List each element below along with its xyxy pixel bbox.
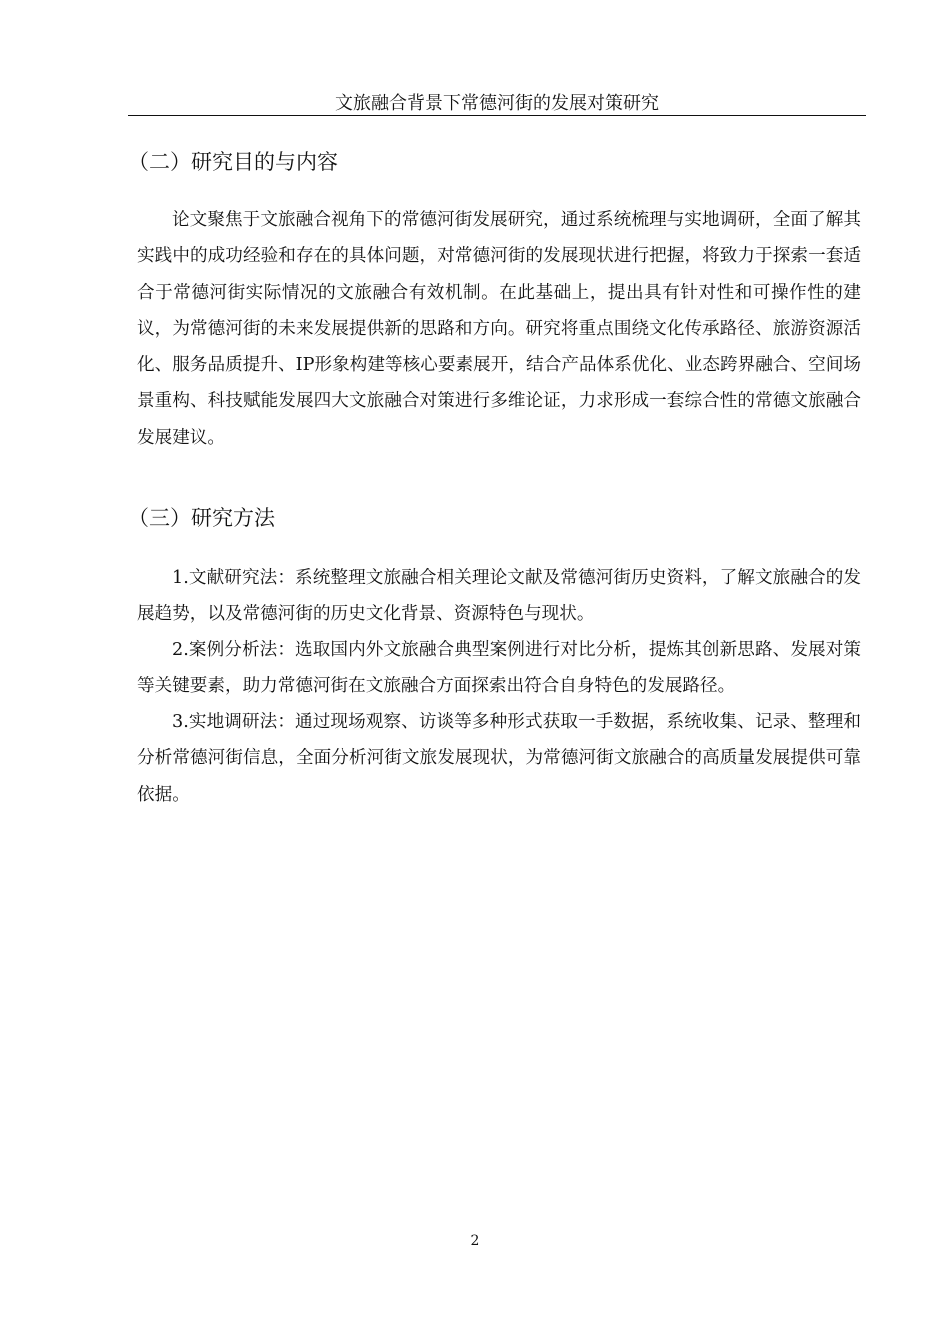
purpose-paragraph: 论文聚焦于文旅融合视角下的常德河街发展研究，通过系统梳理与实地调研，全面了解其实践中的成功经验和存在的具体问题，对常德河街的发展现状进行把握，将致力于探索一套适合于常德河街实际情况的文旅融合有效机制。在此基础上，提出具有针对性和可操作性的建议，为常德河街的未来发展提供新的思路和方向。研究将重点围绕文化传承路径、旅游资源活化、服务品质提升、IP形象构建等核心要素展开，结合产品体系优化、业态跨界融合、空间场景重构、科技赋能发展四大文旅融合对策进行多维论证，力求形成一套综合性的常德文旅融合发展建议。 — [137, 210, 861, 448]
header-rule — [128, 115, 866, 116]
running-header-title: 文旅融合背景下常德河街的发展对策研究 — [335, 93, 659, 114]
section-heading-methods: （三）研究方法 — [128, 506, 275, 530]
method-item-field-research: 3.实地调研法：通过现场观察、访谈等多种形式获取一手数据，系统收集、记录、整理和分析常德河街信息，全面分析河街文旅发展现状，为常德河街文旅融合的高质量发展提供可靠依据。 — [137, 712, 861, 805]
section-heading-purpose: （二）研究目的与内容 — [128, 150, 338, 174]
method-item-literature: 1.文献研究法：系统整理文旅融合相关理论文献及常德河街历史资料，了解文旅融合的发展趋势，以及常德河街的历史文化背景、资源特色与现状。 — [137, 568, 861, 625]
page-number: 2 — [470, 1233, 480, 1249]
method-item-case-study: 2.案例分析法：选取国内外文旅融合典型案例进行对比分析，提炼其创新思路、发展对策等关键要素，助力常德河街在文旅融合方面探索出符合自身特色的发展路径。 — [137, 640, 861, 697]
